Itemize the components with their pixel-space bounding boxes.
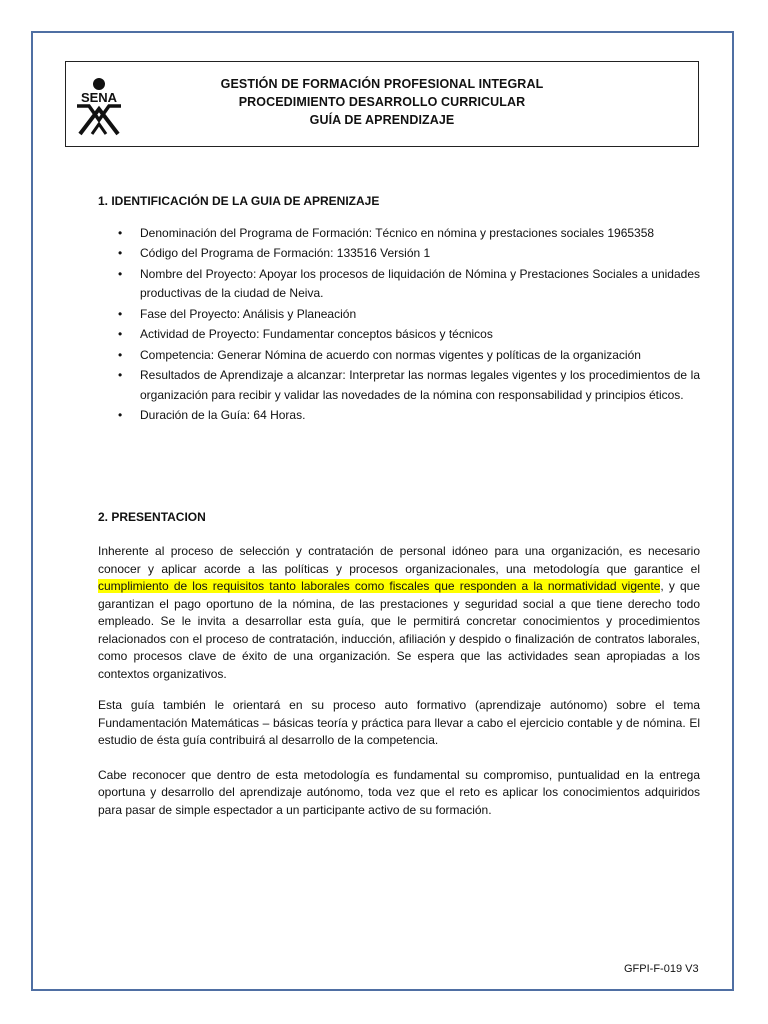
section-1-title: 1. IDENTIFICACIÓN DE LA GUIA DE APRENIZAJE: [98, 194, 380, 208]
presentation-paragraph-2: Esta guía también le orientará en su proceso auto formativo (aprendizaje autónomo) sobre el tema Fundamentación Matemáticas – básicas teoría y práctica para llevar a cabo el ejercicio contable y de nómina. El estudio de ésta guía contribuirá al desarrollo de la competencia.: [98, 698, 700, 747]
bullet-icon: •: [118, 266, 123, 281]
bullet-icon: •: [118, 246, 123, 260]
header-line-1: GESTIÓN DE FORMACIÓN PROFESIONAL INTEGRAL: [220, 77, 544, 91]
list-item: • Competencia: Generar Nómina de acuerdo con normas vigentes y políticas de la organización: [98, 346, 700, 366]
presentation-paragraph-3: Cabe reconocer que dentro de esta metodología es fundamental su compromiso, puntualidad en la entrega oportuna y desarrollo del aprendizaje autónomo, toda vez que el reto es aplicar los conocimientos adquiridos para pasar de simple espectador a un participante activo de su formación.: [98, 767, 700, 817]
list-item: • Resultados de Aprendizaje a alcanzar: Interpretar las normas legales vigentes y los procedimientos de la organización para recibir y validar las novedades de la nómina con responsabilidad y principios éticos.: [118, 368, 700, 402]
bullet-icon: •: [118, 368, 123, 382]
list-item: • Fase del Proyecto: Análisis y Planeación: [98, 305, 700, 325]
list-item: • Nombre del Proyecto: Apoyar los procesos de liquidación de Nómina y Prestaciones Sociales a unidades productivas de la ciudad de Neiva.: [118, 266, 700, 300]
presentation-paragraph-1: Inherente al proceso de selección y contratación de personal idóneo para una organización, es necesario conocer y aplicar acorde a las políticas y procesos organizacionales, una metodología que garantice el cumplimiento de los requisitos tanto laborales como fiscales que responden a la normatividad vigente, y que garantizan el pago oportuno de la nómina, de las prestaciones y seguridad social a que tiene derecho todo empleado. Se le invita a desarrollar esta guía, que le permitirá concretar conocimientos y procedimientos relacionados con el proceso de contratación, inducción, afiliación y despido o finalización de contratos laborales, como procesos clave de éxito de una organización. Se espera que las actividades sean apropiadas a los contextos organizativos.: [98, 544, 700, 681]
bullet-icon: •: [118, 225, 123, 240]
bullet-icon: •: [118, 408, 123, 422]
document-body: [98, 192, 700, 819]
document-header: [65, 61, 699, 147]
list-item: • Denominación del Programa de Formación: Técnico en nómina y prestaciones sociales 1965358: [98, 224, 700, 244]
bullet-icon: •: [118, 327, 123, 341]
list-item: • Código del Programa de Formación: 133516 Versión 1: [98, 244, 700, 264]
section-2-title: 2. PRESENTACION: [98, 509, 206, 524]
identification-list: [98, 224, 700, 426]
list-item: • Duración de la Guía: 64 Horas.: [98, 406, 700, 426]
highlighted-text: cumplimiento de los requisitos tanto laborales como fiscales que responden a la normatividad vigente: [98, 579, 661, 593]
header-line-2: PROCEDIMIENTO DESARROLLO CURRICULAR: [238, 95, 526, 109]
list-item: • Actividad de Proyecto: Fundamentar conceptos básicos y técnicos: [98, 325, 700, 345]
svg-text:SENA: SENA: [80, 90, 118, 105]
form-code: GFPI-F-019 V3: [624, 963, 699, 975]
bullet-icon: •: [118, 347, 123, 362]
bullet-icon: •: [118, 306, 123, 321]
header-line-3: GUÍA DE APRENDIZAJE: [309, 113, 455, 127]
